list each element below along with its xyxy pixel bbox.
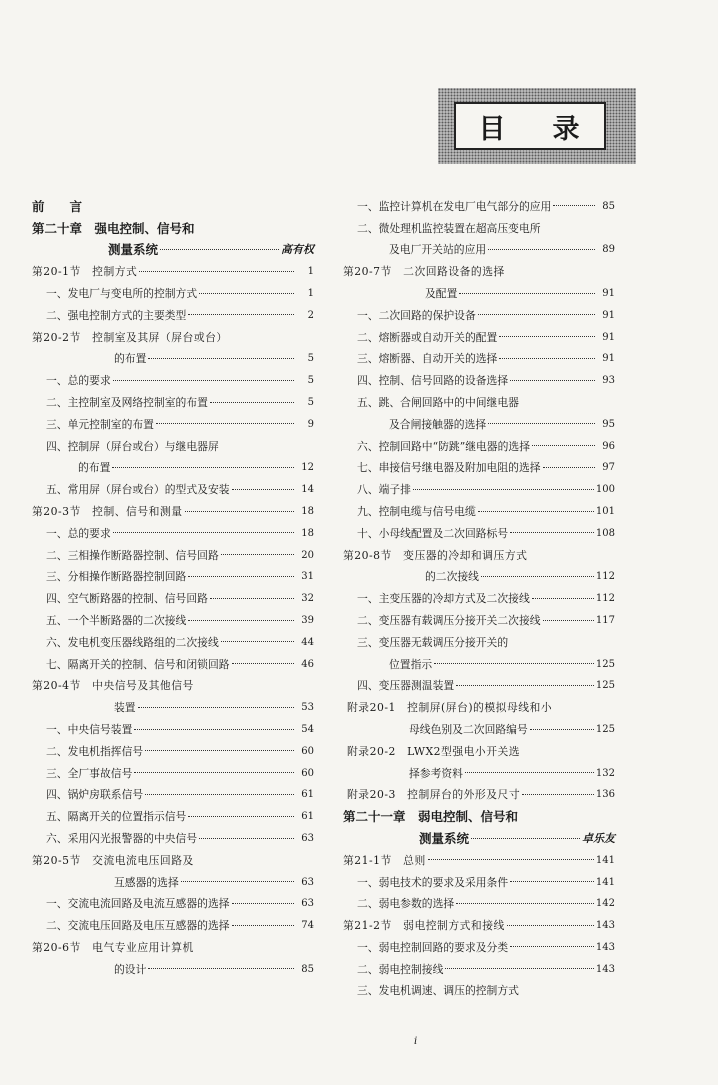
toc-entry-page: 89 xyxy=(602,244,615,256)
toc-entry-page: 5 xyxy=(307,396,314,408)
toc-entry xyxy=(343,541,615,563)
toc-entry-title: 测量系统 xyxy=(108,242,159,258)
toc-entry xyxy=(32,236,314,258)
toc-entry-page: 44 xyxy=(301,636,314,648)
toc-entry-title: 第20-8节 变压器的冷却和调压方式 xyxy=(343,548,528,562)
toc-entry xyxy=(32,650,314,672)
toc-entry-page: 39 xyxy=(301,614,314,626)
toc-entry-author: 高有权 xyxy=(281,243,314,257)
toc-leader-dots xyxy=(181,881,294,882)
toc-entry-title: 的二次接线 xyxy=(425,570,479,584)
toc-entry xyxy=(343,737,615,759)
toc-entry xyxy=(343,890,615,912)
toc-leader-dots xyxy=(434,663,594,664)
toc-leader-dots xyxy=(456,685,594,686)
toc-entry xyxy=(32,279,314,301)
toc-entry xyxy=(32,824,314,846)
toc-entry-page: 97 xyxy=(602,462,615,474)
toc-leader-dots xyxy=(113,532,294,533)
toc-entry-page: 143 xyxy=(595,963,615,975)
toc-entry xyxy=(343,824,615,846)
toc-entry xyxy=(343,781,615,803)
toc-entry-page: 20 xyxy=(301,549,314,561)
toc-entry-title: 第20-1节 控制方式 xyxy=(32,265,138,279)
toc-entry-page: 31 xyxy=(301,571,314,583)
toc-entry xyxy=(343,345,615,367)
toc-entry-title: 七、隔离开关的控制、信号和闭锁回路 xyxy=(46,657,230,671)
toc-entry-page: 108 xyxy=(595,527,615,539)
title-char-2: 录 xyxy=(552,113,582,145)
toc-entry-title: 及合闸接触器的选择 xyxy=(389,417,487,431)
toc-entry-page: 18 xyxy=(301,505,314,517)
toc-entry-page: 63 xyxy=(301,876,314,888)
toc-leader-dots xyxy=(488,249,595,250)
toc-entry-author: 卓乐友 xyxy=(582,831,615,845)
toc-entry-title: 第21-2节 弱电控制方式和接线 xyxy=(343,919,505,933)
toc-leader-dots xyxy=(532,445,595,446)
toc-entry-title: 四、锅炉房联系信号 xyxy=(46,788,144,802)
toc-leader-dots xyxy=(413,489,594,490)
toc-entry-page: 74 xyxy=(301,920,314,932)
toc-leader-dots xyxy=(488,423,595,424)
toc-entry xyxy=(343,454,615,476)
toc-entry-title: 三、变压器无载调压分接开关的 xyxy=(357,635,509,649)
toc-leader-dots xyxy=(185,511,294,512)
toc-entry-title: 第20-5节 交流电流电压回路及 xyxy=(32,853,194,867)
toc-entry-title: 二、弱电参数的选择 xyxy=(357,897,455,911)
toc-entry xyxy=(32,846,314,868)
toc-entry-page: 125 xyxy=(595,658,615,670)
toc-leader-dots xyxy=(532,598,594,599)
toc-entry-title: 二、微处理机监控装置在超高压变电所 xyxy=(357,221,541,235)
toc-entry-title: 前 言 xyxy=(32,198,83,214)
toc-entry-title: 二、变压器有载调压分接开关二次接线 xyxy=(357,613,541,627)
toc-entry-page: 85 xyxy=(301,963,314,975)
toc-entry-page: 85 xyxy=(602,200,615,212)
toc-entry-page: 91 xyxy=(602,309,615,321)
toc-entry-title: 位置指示 xyxy=(389,657,433,671)
toc-entry-page: 112 xyxy=(595,593,615,605)
toc-entry xyxy=(32,933,314,955)
toc-right-column xyxy=(343,192,615,998)
toc-entry xyxy=(32,911,314,933)
toc-entry-title: 一、弱电控制回路的要求及分类 xyxy=(357,940,509,954)
toc-entry-title: 三、熔断器、自动开关的选择 xyxy=(357,352,498,366)
toc-entry xyxy=(343,715,615,737)
toc-entry xyxy=(32,781,314,803)
toc-leader-dots xyxy=(510,881,594,882)
toc-entry xyxy=(343,432,615,454)
toc-entry-title: 第二十章 强电控制、信号和 xyxy=(32,220,195,236)
toc-entry-title: 一、发电厂与变电所的控制方式 xyxy=(46,286,198,300)
toc-leader-dots xyxy=(530,729,594,730)
toc-entry xyxy=(32,366,314,388)
toc-entry-title: 六、发电机变压器线路组的二次接线 xyxy=(46,635,219,649)
toc-entry xyxy=(343,214,615,236)
toc-entry-page: 46 xyxy=(301,658,314,670)
toc-entry-title: 五、跳、合闸回路中的中间继电器 xyxy=(357,395,519,409)
toc-left-column xyxy=(32,192,314,977)
toc-entry xyxy=(343,192,615,214)
toc-entry-page: 91 xyxy=(602,331,615,343)
toc-entry-title: 三、单元控制室的布置 xyxy=(46,417,154,431)
toc-entry-title: 一、弱电技术的要求及采用条件 xyxy=(357,875,509,889)
toc-entry xyxy=(343,606,615,628)
toc-entry-title: 一、总的要求 xyxy=(46,526,111,540)
toc-entry xyxy=(32,606,314,628)
toc-entry-page: 91 xyxy=(602,353,615,365)
toc-entry-title: 五、隔离开关的位置指示信号 xyxy=(46,810,187,824)
toc-leader-dots xyxy=(232,903,294,904)
toc-entry-title: 六、采用闪光报警器的中央信号 xyxy=(46,831,198,845)
toc-leader-dots xyxy=(499,336,595,337)
toc-entry xyxy=(343,693,615,715)
toc-entry-title: 二、交流电压回路及电压互感器的选择 xyxy=(46,919,230,933)
toc-entry xyxy=(343,519,615,541)
toc-entry-title: 四、控制、信号回路的设备选择 xyxy=(357,374,509,388)
toc-entry-page: 63 xyxy=(301,832,314,844)
toc-leader-dots xyxy=(428,859,594,860)
toc-leader-dots xyxy=(543,467,595,468)
toc-leader-dots xyxy=(148,358,294,359)
toc-entry-title: 五、一个半断路器的二次接线 xyxy=(46,613,187,627)
toc-entry-page: 63 xyxy=(301,898,314,910)
toc-leader-dots xyxy=(134,729,294,730)
toc-entry-page: 54 xyxy=(301,723,314,735)
toc-entry xyxy=(343,410,615,432)
toc-entry xyxy=(343,236,615,258)
toc-entry-title: 测量系统 xyxy=(419,830,470,846)
toc-leader-dots xyxy=(499,358,595,359)
toc-entry-title: 二、主控制室及网络控制室的布置 xyxy=(46,395,208,409)
toc-entry-title: 一、总的要求 xyxy=(46,374,111,388)
toc-entry-title: 及配置 xyxy=(425,286,458,300)
toc-entry-title: 五、常用屏（屏台或台）的型式及安装 xyxy=(46,483,230,497)
toc-leader-dots xyxy=(221,554,294,555)
toc-entry xyxy=(32,432,314,454)
toc-entry xyxy=(32,890,314,912)
toc-entry-page: 5 xyxy=(307,375,314,387)
toc-leader-dots xyxy=(543,620,594,621)
toc-leader-dots xyxy=(478,314,595,315)
toc-leader-dots xyxy=(113,380,294,381)
toc-entry-title: 一、二次回路的保护设备 xyxy=(357,308,476,322)
toc-entry-title: 八、端子排 xyxy=(357,483,411,497)
toc-entry xyxy=(343,323,615,345)
toc-entry xyxy=(32,388,314,410)
toc-entry-title: 的布置 xyxy=(114,352,147,366)
toc-entry-title: 二、三相操作断路器控制、信号回路 xyxy=(46,548,219,562)
toc-entry xyxy=(343,650,615,672)
toc-entry xyxy=(32,955,314,977)
toc-leader-dots xyxy=(138,707,294,708)
toc-entry-page: 32 xyxy=(301,593,314,605)
toc-entry-page: 12 xyxy=(301,462,314,474)
toc-leader-dots xyxy=(471,838,580,839)
title-char-1: 目 xyxy=(478,113,508,145)
toc-leader-dots xyxy=(481,576,594,577)
toc-entry-page: 61 xyxy=(301,811,314,823)
toc-leader-dots xyxy=(510,532,594,533)
toc-entry xyxy=(32,192,314,214)
toc-leader-dots xyxy=(134,772,294,773)
toc-entry-page: 117 xyxy=(595,614,615,626)
toc-entry xyxy=(343,497,615,519)
toc-leader-dots xyxy=(188,314,294,315)
toc-entry-title: 附录20-2 LWX2型强电小开关选 xyxy=(347,744,521,758)
toc-entry-page: 14 xyxy=(301,484,314,496)
toc-entry-title: 四、空气断路器的控制、信号回路 xyxy=(46,592,208,606)
toc-entry xyxy=(32,628,314,650)
toc-leader-dots xyxy=(112,467,294,468)
toc-entry xyxy=(343,802,615,824)
toc-entry xyxy=(343,301,615,323)
toc-leader-dots xyxy=(210,598,294,599)
toc-entry xyxy=(32,868,314,890)
toc-entry xyxy=(343,257,615,279)
toc-entry xyxy=(343,475,615,497)
toc-entry-page: 142 xyxy=(595,898,615,910)
toc-leader-dots xyxy=(221,641,294,642)
toc-entry-title: 十、小母线配置及二次回路标号 xyxy=(357,526,509,540)
toc-entry-title: 附录20-1 控制屏(屏台)的模拟母线和小 xyxy=(347,701,553,715)
toc-entry xyxy=(343,933,615,955)
toc-entry xyxy=(32,345,314,367)
toc-entry-title: 一、交流电流回路及电流互感器的选择 xyxy=(46,897,230,911)
toc-entry-title: 一、主变压器的冷却方式及二次接线 xyxy=(357,592,530,606)
toc-entry-page: 112 xyxy=(595,571,615,583)
toc-leader-dots xyxy=(188,816,294,817)
toc-entry xyxy=(32,563,314,585)
toc-entry-title: 第21-1节 总则 xyxy=(343,853,426,867)
toc-entry xyxy=(32,672,314,694)
toc-leader-dots xyxy=(510,946,594,947)
toc-entry xyxy=(32,301,314,323)
footer-mark: i xyxy=(414,1036,418,1047)
toc-leader-dots xyxy=(139,271,294,272)
toc-entry-page: 60 xyxy=(301,745,314,757)
toc-entry xyxy=(343,563,615,585)
toc-entry-page: 1 xyxy=(307,287,314,299)
toc-entry-title: 第20-7节 二次回路设备的选择 xyxy=(343,265,505,279)
toc-entry-title: 二、强电控制方式的主要类型 xyxy=(46,308,187,322)
toc-entry xyxy=(32,475,314,497)
toc-leader-dots xyxy=(199,293,294,294)
toc-leader-dots xyxy=(156,423,294,424)
toc-leader-dots xyxy=(510,380,595,381)
toc-leader-dots xyxy=(188,576,294,577)
toc-entry-page: 1 xyxy=(307,266,314,278)
toc-leader-dots xyxy=(232,663,294,664)
toc-leader-dots xyxy=(188,620,294,621)
toc-entry xyxy=(32,541,314,563)
toc-entry xyxy=(32,737,314,759)
toc-entry xyxy=(343,759,615,781)
toc-leader-dots xyxy=(145,794,294,795)
toc-entry xyxy=(32,257,314,279)
toc-entry-title: 第20-3节 控制、信号和测量 xyxy=(32,504,183,518)
toc-entry-title: 七、串接信号继电器及附加电阻的选择 xyxy=(357,461,541,475)
toc-entry-page: 143 xyxy=(595,920,615,932)
toc-entry xyxy=(343,366,615,388)
toc-entry-title: 二、发电机指挥信号 xyxy=(46,744,144,758)
toc-entry xyxy=(343,977,615,999)
toc-entry xyxy=(32,715,314,737)
toc-entry-title: 四、变压器测温装置 xyxy=(357,679,455,693)
toc-entry-title: 第20-6节 电气专业应用计算机 xyxy=(32,940,194,954)
toc-entry-page: 96 xyxy=(602,440,615,452)
toc-entry-title: 二、熔断器或自动开关的配置 xyxy=(357,330,498,344)
toc-entry-page: 125 xyxy=(595,680,615,692)
toc-entry xyxy=(343,279,615,301)
toc-entry-title: 六、控制回路中“防跳”继电器的选择 xyxy=(357,439,530,453)
toc-entry-page: 132 xyxy=(595,767,615,779)
toc-entry xyxy=(343,388,615,410)
toc-entry-page: 91 xyxy=(602,287,615,299)
toc-entry-title: 的设计 xyxy=(114,962,147,976)
toc-entry-title: 四、控制屏（屏台或台）与继电器屏 xyxy=(46,439,219,453)
toc-leader-dots xyxy=(522,794,594,795)
toc-entry xyxy=(343,955,615,977)
toc-entry xyxy=(343,584,615,606)
toc-entry-title: 第20-2节 控制室及其屏（屏台或台） xyxy=(32,330,228,344)
toc-leader-dots xyxy=(445,968,594,969)
toc-entry-page: 61 xyxy=(301,789,314,801)
toc-entry-page: 100 xyxy=(595,484,615,496)
toc-entry-title: 三、全厂事故信号 xyxy=(46,766,133,780)
page-title xyxy=(454,102,606,150)
toc-entry-page: 136 xyxy=(595,789,615,801)
toc-entry xyxy=(32,410,314,432)
toc-entry-title: 择参考资料 xyxy=(409,766,463,780)
toc-leader-dots xyxy=(459,293,595,294)
toc-entry xyxy=(343,911,615,933)
toc-entry-title: 第20-4节 中央信号及其他信号 xyxy=(32,679,194,693)
toc-entry-page: 95 xyxy=(602,418,615,430)
toc-leader-dots xyxy=(210,402,294,403)
toc-entry-page: 101 xyxy=(595,505,615,517)
toc-entry xyxy=(343,672,615,694)
toc-entry xyxy=(32,519,314,541)
toc-entry xyxy=(343,628,615,650)
toc-leader-dots xyxy=(232,925,294,926)
toc-entry-page: 143 xyxy=(595,941,615,953)
toc-entry xyxy=(32,584,314,606)
toc-entry xyxy=(32,759,314,781)
toc-leader-dots xyxy=(160,249,279,250)
toc-leader-dots xyxy=(553,205,595,206)
toc-leader-dots xyxy=(232,489,294,490)
toc-entry xyxy=(32,323,314,345)
toc-entry-page: 53 xyxy=(301,702,314,714)
toc-entry-page: 141 xyxy=(595,854,615,866)
toc-entry-title: 三、分相操作断路器控制回路 xyxy=(46,570,187,584)
toc-entry-title: 互感器的选择 xyxy=(114,875,179,889)
toc-entry-page: 9 xyxy=(307,418,314,430)
toc-entry-title: 一、中央信号装置 xyxy=(46,722,133,736)
toc-entry-title: 的布置 xyxy=(78,461,111,475)
toc-leader-dots xyxy=(148,968,294,969)
toc-entry-title: 附录20-3 控制屏台的外形及尺寸 xyxy=(347,788,521,802)
toc-entry-title: 三、发电机调速、调压的控制方式 xyxy=(357,984,519,998)
toc-entry-title: 一、监控计算机在发电厂电气部分的应用 xyxy=(357,199,552,213)
toc-entry xyxy=(32,802,314,824)
toc-entry xyxy=(32,454,314,476)
toc-entry-page: 2 xyxy=(307,309,314,321)
toc-entry xyxy=(32,214,314,236)
toc-leader-dots xyxy=(507,925,594,926)
toc-entry xyxy=(343,846,615,868)
toc-leader-dots xyxy=(465,772,594,773)
toc-entry xyxy=(32,693,314,715)
toc-entry-page: 125 xyxy=(595,723,615,735)
toc-entry xyxy=(32,497,314,519)
toc-leader-dots xyxy=(456,903,594,904)
toc-leader-dots xyxy=(145,750,294,751)
toc-entry-page: 60 xyxy=(301,767,314,779)
toc-entry xyxy=(343,868,615,890)
toc-entry-page: 141 xyxy=(595,876,615,888)
toc-entry-title: 及电厂开关站的应用 xyxy=(389,243,487,257)
toc-entry-page: 5 xyxy=(307,353,314,365)
toc-leader-dots xyxy=(478,511,594,512)
toc-entry-title: 母线色别及二次回路编号 xyxy=(409,722,528,736)
toc-entry-title: 二、弱电控制接线 xyxy=(357,962,444,976)
toc-entry-title: 装置 xyxy=(114,701,136,715)
toc-entry-title: 九、控制电缆与信号电缆 xyxy=(357,504,476,518)
toc-entry-page: 18 xyxy=(301,527,314,539)
toc-entry-title: 第二十一章 弱电控制、信号和 xyxy=(343,809,519,825)
toc-leader-dots xyxy=(199,838,294,839)
toc-entry-page: 93 xyxy=(602,375,615,387)
